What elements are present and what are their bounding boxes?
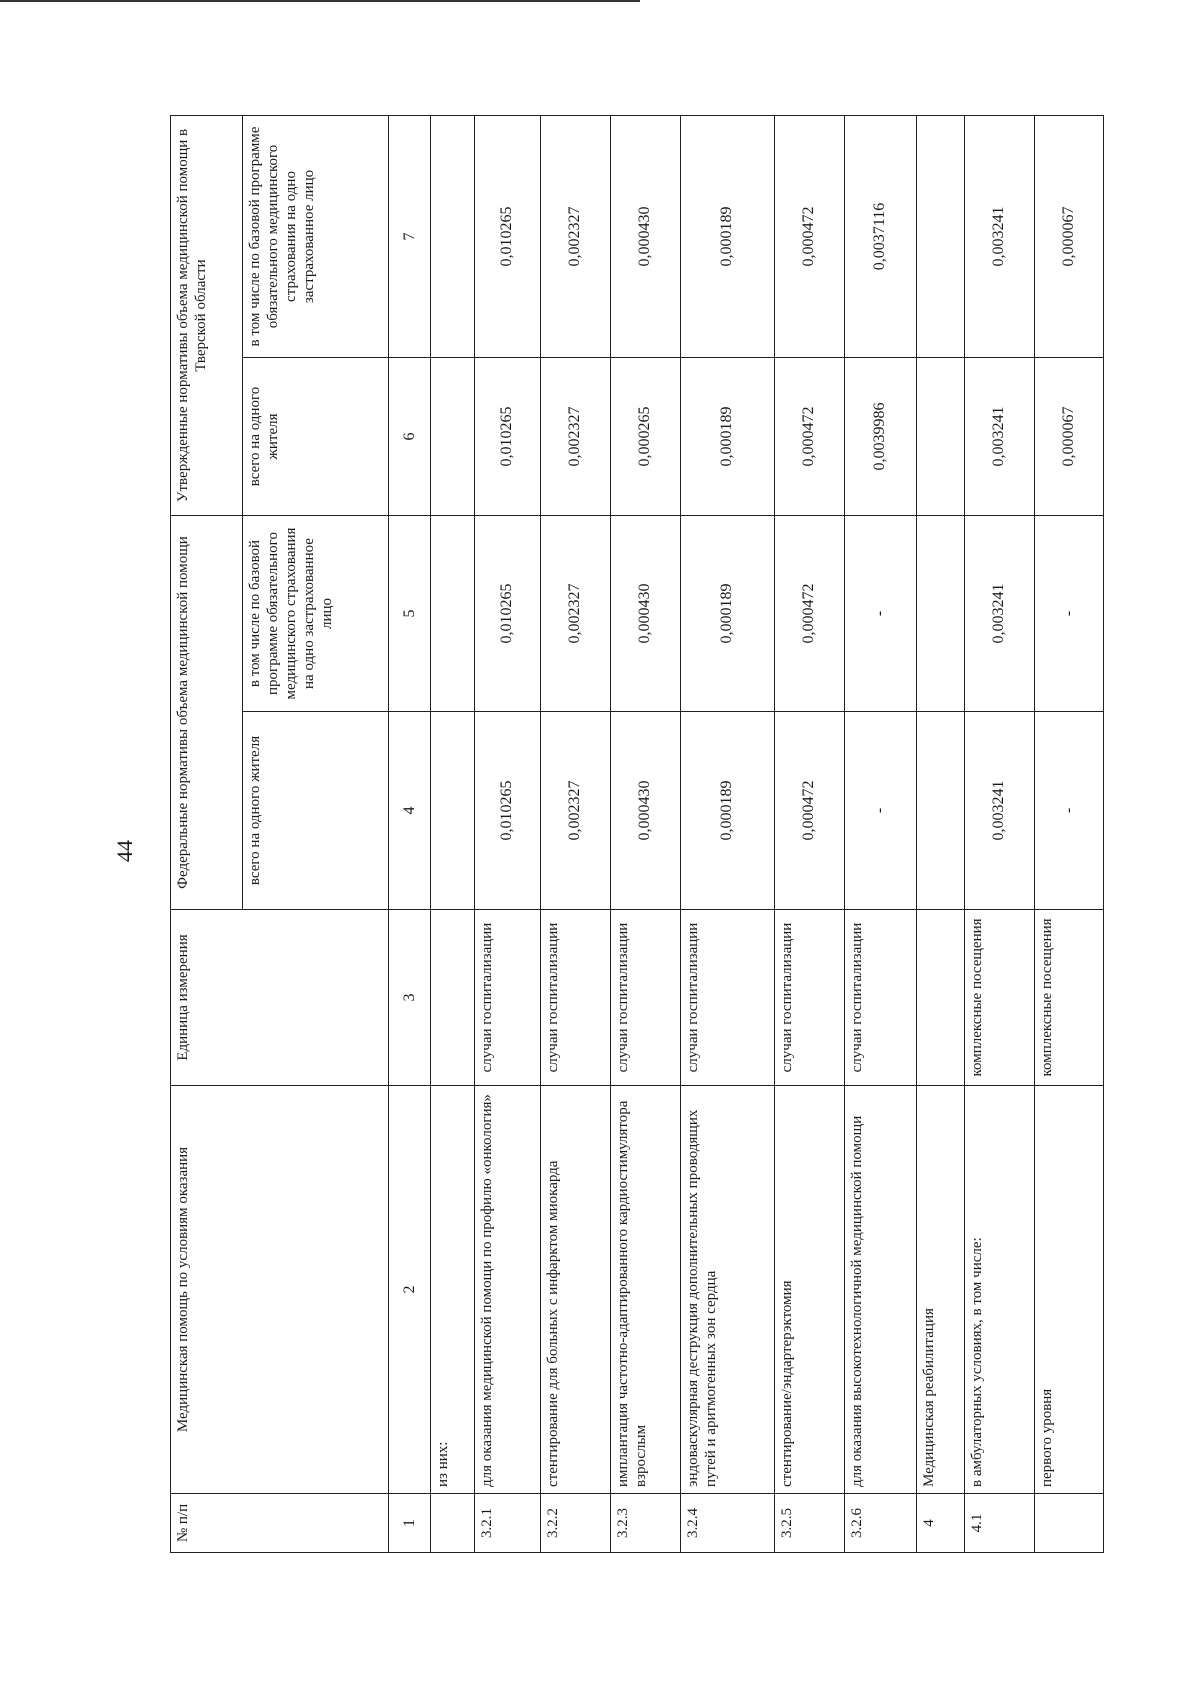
row-approved-total: 0,000472 <box>774 358 844 516</box>
row-approved-total <box>431 358 475 516</box>
col-number: 1 <box>388 1494 431 1553</box>
row-approved-total: 0,003241 <box>964 358 1034 516</box>
row-care-type: в амбулаторных условиях, в том числе: <box>964 1086 1034 1494</box>
header-approved-total: всего на одного жителя <box>243 358 389 516</box>
row-approved-oms: 0,000067 <box>1034 115 1103 357</box>
header-federal-total: всего на одного жителя <box>243 712 389 910</box>
table-row <box>681 115 775 1552</box>
row-num <box>1034 1494 1103 1553</box>
row-federal-total <box>916 712 964 910</box>
table-row <box>964 115 1034 1552</box>
row-unit <box>431 910 475 1086</box>
table-row <box>431 115 475 1552</box>
row-approved-oms: 0,002327 <box>540 115 610 357</box>
row-approved-oms: 0,000472 <box>774 115 844 357</box>
table-row <box>916 115 964 1552</box>
row-federal-total <box>431 712 475 910</box>
header-approved-norms: Утвержденные нормативы объема медицинской помощи в Тверской области <box>171 115 243 515</box>
row-federal-oms: - <box>1034 516 1103 712</box>
scan-edge-line <box>0 0 640 2</box>
header-num: № п/п <box>171 1494 389 1553</box>
row-approved-total: 0,002327 <box>540 358 610 516</box>
row-federal-total: 0,010265 <box>474 712 540 910</box>
header-approved-oms: в том числе по базовой программе обязательного медицинского страхования на одно застрахованное лицо <box>243 115 389 357</box>
row-care-type: эндоваскулярная деструкция дополнительных проводящих путей и аритмогенных зон сердца <box>681 1086 775 1494</box>
header-unit: Единица измерения <box>171 910 389 1086</box>
row-federal-oms <box>916 516 964 712</box>
row-federal-oms: 0,000472 <box>774 516 844 712</box>
norms-table <box>170 115 1104 1553</box>
row-approved-oms: 0,0037116 <box>844 115 916 357</box>
col-number: 3 <box>388 910 431 1086</box>
rotated-table-container <box>170 116 1104 1553</box>
table-row <box>540 115 610 1552</box>
row-num: 3.2.5 <box>774 1494 844 1553</box>
row-num: 3.2.4 <box>681 1494 775 1553</box>
row-care-type: для оказания медицинской помощи по профилю «онкология» <box>474 1086 540 1494</box>
col-number: 4 <box>388 712 431 910</box>
col-number: 7 <box>388 115 431 357</box>
row-federal-total: 0,000472 <box>774 712 844 910</box>
row-federal-total: - <box>1034 712 1103 910</box>
row-unit: случаи госпитализации <box>844 910 916 1086</box>
row-care-type: первого уровня <box>1034 1086 1103 1494</box>
row-approved-oms: 0,010265 <box>474 115 540 357</box>
header-federal-norms: Федеральные нормативы объема медицинской помощи <box>171 516 243 910</box>
row-num: 4 <box>916 1494 964 1553</box>
row-approved-total: 0,000067 <box>1034 358 1103 516</box>
col-number: 2 <box>388 1086 431 1494</box>
row-approved-total: 0,010265 <box>474 358 540 516</box>
row-unit: случаи госпитализации <box>610 910 680 1086</box>
row-federal-total: 0,000430 <box>610 712 680 910</box>
row-num: 3.2.2 <box>540 1494 610 1553</box>
header-federal-oms: в том числе по базовой программе обязательного медицинского страхования на одно застрахованное лицо <box>243 516 389 712</box>
row-num: 3.2.1 <box>474 1494 540 1553</box>
row-approved-oms: 0,000189 <box>681 115 775 357</box>
header-care-type: Медицинская помощь по условиям оказания <box>171 1086 389 1494</box>
row-federal-total: - <box>844 712 916 910</box>
row-care-type: Медицинская реабилитация <box>916 1086 964 1494</box>
table-row <box>774 115 844 1552</box>
row-federal-oms <box>431 516 475 712</box>
row-approved-total: 0,0039986 <box>844 358 916 516</box>
row-care-type: из них: <box>431 1086 475 1494</box>
row-unit: комплексные посещения <box>1034 910 1103 1086</box>
col-number: 6 <box>388 358 431 516</box>
row-num: 3.2.3 <box>610 1494 680 1553</box>
table-row <box>610 115 680 1552</box>
row-federal-total: 0,003241 <box>964 712 1034 910</box>
row-federal-oms: 0,000430 <box>610 516 680 712</box>
row-unit: комплексные посещения <box>964 910 1034 1086</box>
row-approved-oms: 0,000430 <box>610 115 680 357</box>
row-unit: случаи госпитализации <box>474 910 540 1086</box>
page-number: 44 <box>112 840 137 862</box>
row-num: 4.1 <box>964 1494 1034 1553</box>
col-number: 5 <box>388 516 431 712</box>
row-approved-total: 0,000189 <box>681 358 775 516</box>
row-approved-oms <box>916 115 964 357</box>
row-approved-total: 0,000265 <box>610 358 680 516</box>
row-federal-oms: - <box>844 516 916 712</box>
row-num <box>431 1494 475 1553</box>
table-row <box>844 115 916 1552</box>
row-approved-oms <box>431 115 475 357</box>
row-num: 3.2.6 <box>844 1494 916 1553</box>
row-unit <box>916 910 964 1086</box>
row-federal-total: 0,002327 <box>540 712 610 910</box>
row-federal-oms: 0,000189 <box>681 516 775 712</box>
row-unit: случаи госпитализации <box>540 910 610 1086</box>
table-row <box>474 115 540 1552</box>
row-federal-oms: 0,002327 <box>540 516 610 712</box>
row-care-type: имплантация частотно-адаптированного кардиостимулятора взрослым <box>610 1086 680 1494</box>
row-care-type: для оказания высокотехнологичной медицинской помощи <box>844 1086 916 1494</box>
row-approved-total <box>916 358 964 516</box>
row-federal-oms: 0,010265 <box>474 516 540 712</box>
row-federal-total: 0,000189 <box>681 712 775 910</box>
row-approved-oms: 0,003241 <box>964 115 1034 357</box>
column-numbers-row <box>388 115 431 1552</box>
row-care-type: стентирование/эндартерэктомия <box>774 1086 844 1494</box>
row-unit: случаи госпитализации <box>681 910 775 1086</box>
row-care-type: стентирование для больных с инфарктом миокарда <box>540 1086 610 1494</box>
row-unit: случаи госпитализации <box>774 910 844 1086</box>
header-row-1 <box>171 115 243 1552</box>
table-row <box>1034 115 1103 1552</box>
row-federal-oms: 0,003241 <box>964 516 1034 712</box>
